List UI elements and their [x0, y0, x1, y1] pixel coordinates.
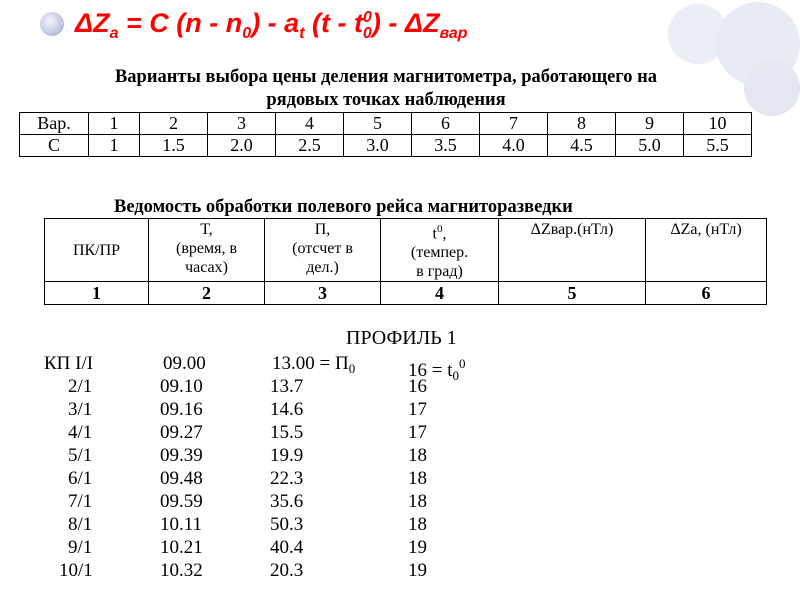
profile-time: 09.00	[163, 353, 206, 374]
variant-value: 4.5	[548, 135, 616, 157]
profile-time: 09.48	[160, 468, 203, 489]
profile-temperature: $16 = t_0^0$	[408, 356, 466, 383]
bullet-icon	[40, 12, 64, 36]
statement-table	[44, 218, 767, 305]
variant-number: 5	[344, 113, 412, 135]
profile-point: 3/1	[68, 399, 93, 420]
variant-value: 1	[89, 135, 140, 157]
column-header-reading: П, (отсчет в дел.)	[265, 219, 381, 282]
variants-header-row	[20, 113, 752, 135]
variant-number: 2	[140, 113, 208, 135]
statement-heading: Ведомость обработки полевого рейса магниторазведки	[114, 197, 573, 217]
column-number: 6	[646, 282, 767, 305]
variants-header-cell: Вар.	[20, 113, 89, 135]
profile-reading: 14.6	[270, 399, 304, 420]
variants-value-row	[20, 135, 752, 157]
variants-table	[19, 112, 752, 157]
profile-reading: 13.7	[270, 376, 304, 397]
profile-time: 09.39	[160, 445, 203, 466]
profile-reading: 19.9	[270, 445, 304, 466]
profile-point: 10/1	[59, 560, 93, 581]
variant-value: 3.5	[412, 135, 480, 157]
profile-temperature: 19	[408, 537, 427, 558]
profile-point: 7/1	[68, 491, 93, 512]
profile-reading: 22.3	[270, 468, 304, 489]
profile-point: 5/1	[68, 445, 93, 466]
profile-reading: 15.5	[270, 422, 304, 443]
statement-number-row	[45, 282, 767, 305]
column-number: 3	[265, 282, 381, 305]
variant-number: 8	[548, 113, 616, 135]
variant-value: 3.0	[344, 135, 412, 157]
column-header-dz-var: ΔZвар.(нТл)	[499, 219, 646, 282]
column-number: 5	[499, 282, 646, 305]
decor-circle	[744, 60, 800, 116]
profile-time: 09.16	[160, 399, 203, 420]
profile-reading: 35.6	[270, 491, 304, 512]
profile-title: ПРОФИЛЬ 1	[346, 327, 457, 349]
column-header-dz-a: ΔZa, (нТл)	[646, 219, 767, 282]
profile-temperature: 19	[408, 560, 427, 581]
profile-reading: 50.3	[270, 514, 304, 535]
profile-temperature: 17	[408, 422, 427, 443]
column-header-pk: ПК/ПР	[45, 219, 149, 282]
variants-value-label: C	[20, 135, 89, 157]
profile-temperature: 18	[408, 491, 427, 512]
profile-time: 10.32	[160, 560, 203, 581]
profile-point: 9/1	[68, 537, 93, 558]
variant-value: 2.5	[276, 135, 344, 157]
profile-temperature: 18	[408, 514, 427, 535]
variant-value: 5.5	[684, 135, 752, 157]
column-header-temperature: $t^0$, (темпер. в град)	[381, 219, 499, 282]
profile-point: 8/1	[68, 514, 93, 535]
column-number: 2	[149, 282, 265, 305]
profile-point: 4/1	[68, 422, 93, 443]
variant-number: 7	[480, 113, 548, 135]
variant-value: 4.0	[480, 135, 548, 157]
profile-point: 2/1	[68, 376, 93, 397]
profile-temperature: 18	[408, 468, 427, 489]
profile-temperature: 17	[408, 399, 427, 420]
profile-reading: $13.00 = П_0$	[272, 353, 356, 376]
variant-value: 5.0	[616, 135, 684, 157]
profile-reading: 20.3	[270, 560, 304, 581]
profile-point: 6/1	[68, 468, 93, 489]
variants-heading: Варианты выбора цены деления магнитометра, работающего на рядовых точках наблюдения	[114, 67, 658, 110]
variant-number: 3	[208, 113, 276, 135]
variant-value: 2.0	[208, 135, 276, 157]
profile-temperature: 16	[408, 376, 427, 397]
variant-number: 4	[276, 113, 344, 135]
profile-time: 10.11	[160, 514, 203, 535]
profile-temperature: 18	[408, 445, 427, 466]
profile-reading: 40.4	[270, 537, 304, 558]
variant-number: 9	[616, 113, 684, 135]
column-number: 1	[45, 282, 149, 305]
profile-time: 10.21	[160, 537, 203, 558]
profile-time: 09.59	[160, 491, 203, 512]
statement-header-row	[45, 219, 767, 282]
variant-value: 1.5	[140, 135, 208, 157]
profile-time: 09.27	[160, 422, 203, 443]
variant-number: 6	[412, 113, 480, 135]
profile-point: КП I/I	[44, 353, 94, 374]
variant-number: 1	[89, 113, 140, 135]
column-number: 4	[381, 282, 499, 305]
variant-number: 10	[684, 113, 752, 135]
profile-time: 09.10	[160, 376, 203, 397]
formula: $\Delta Z_a = C$ $(n - n_0) - a_t$ $(t - t^0_0) - \Delta Z_{вар}$	[75, 8, 468, 42]
column-header-time: Т, (время, в часах)	[149, 219, 265, 282]
